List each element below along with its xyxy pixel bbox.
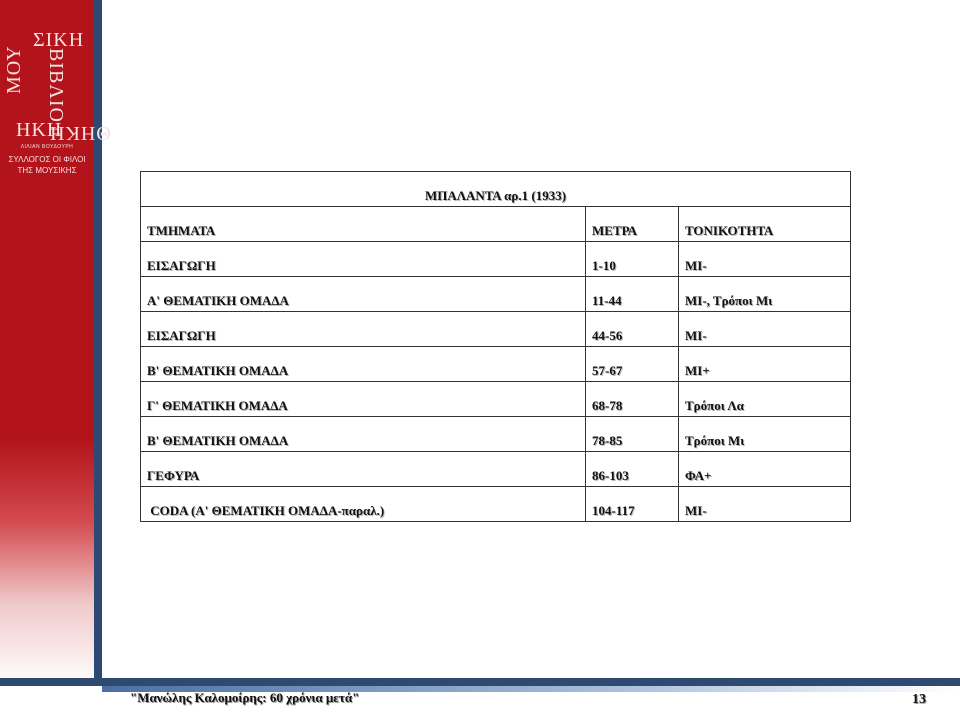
footer-caption: "Μανώλης Καλομοίρης: 60 χρόνια μετά" [130,690,360,705]
table-header-row [141,207,851,242]
page-number: 13 [912,692,926,707]
cell-measures: 104-117 [586,487,679,522]
cell-section: CODA (Α' ΘΕΜΑΤΙΚΗ ΟΜΑΔΑ-παραλ.) [141,487,586,522]
library-logo [0,0,111,190]
logo-word-ihki: ΗΚΗ [16,119,63,141]
cell-section: Β' ΘΕΜΑΤΙΚΗ ΟΜΑΔΑ [141,417,586,452]
table-row [141,417,851,452]
cell-measures: 57-67 [586,347,679,382]
cell-section: Β' ΘΕΜΑΤΙΚΗ ΟΜΑΔΑ [141,347,586,382]
cell-measures: 1-10 [586,242,679,277]
cell-tonality: ΜΙ- [679,487,851,522]
cell-tonality: Τρόποι Λα [679,382,851,417]
logo-org-line2: ΤΗΣ ΜΟΥΣΙΚΗΣ [17,166,77,175]
header-measures: ΜΕΤΡΑ [586,207,679,242]
logo-word-vivlio: ΒΙΒΛΙΟ [45,48,67,123]
sidebar-divider [94,0,102,686]
cell-tonality: Τρόποι Μι [679,417,851,452]
cell-measures: 86-103 [586,452,679,487]
cell-section: Γ' ΘΕΜΑΤΙΚΗ ΟΜΑΔΑ [141,382,586,417]
logo-name: ΛΙΛΙΑΝ ΒΟΥΔΟΥΡΗ [20,144,74,150]
structure-table [140,171,851,522]
table-row [141,452,851,487]
table-row [141,277,851,312]
cell-tonality: ΦΑ+ [679,452,851,487]
table-row [141,347,851,382]
table-row [141,487,851,522]
cell-section: ΕΙΣΑΓΩΓΗ [141,312,586,347]
table-row [141,312,851,347]
cell-tonality: ΜΙ+ [679,347,851,382]
logo-org-line1: ΣΥΛΛΟΓΟΣ ΟΙ ΦΙΛΟΙ [8,155,86,164]
logo-word-moy: ΜΟΥ [3,45,25,94]
cell-section: Α' ΘΕΜΑΤΙΚΗ ΟΜΑΔΑ [141,277,586,312]
logo-word-sikh: ΣΙΚΗ [33,29,85,51]
cell-tonality: ΜΙ- [679,312,851,347]
table-row [141,242,851,277]
footer-bar [0,678,960,686]
cell-tonality: ΜΙ-, Τρόποι Μι [679,277,851,312]
cell-measures: 68-78 [586,382,679,417]
cell-tonality: ΜΙ- [679,242,851,277]
cell-measures: 44-56 [586,312,679,347]
logo-word-theki: ΘΗΚΗ [49,122,111,144]
cell-section: ΓΕΦΥΡΑ [141,452,586,487]
cell-measures: 11-44 [586,277,679,312]
cell-measures: 78-85 [586,417,679,452]
header-tonality: ΤΟΝΙΚΟΤΗΤΑ [679,207,851,242]
header-sections: ΤΜΗΜΑΤΑ [141,207,586,242]
table-row [141,382,851,417]
table-title: ΜΠΑΛΑΝΤΑ αρ.1 (1933) [141,172,851,207]
cell-section: ΕΙΣΑΓΩΓΗ [141,242,586,277]
table-title-row [141,172,851,207]
